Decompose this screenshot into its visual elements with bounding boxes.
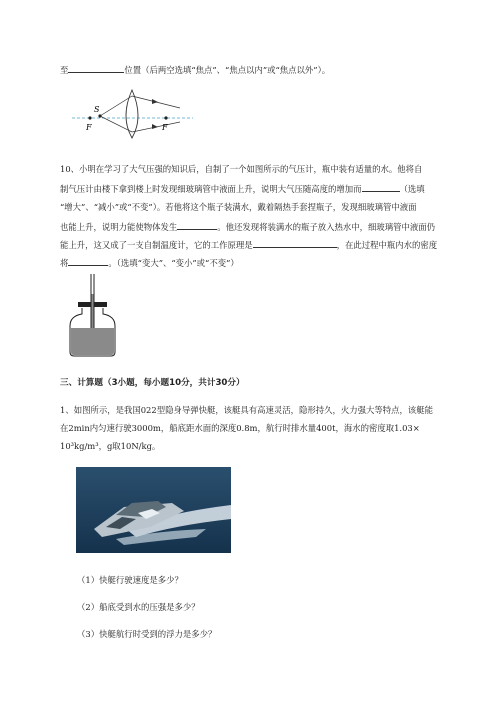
answer-blank[interactable]	[68, 256, 108, 266]
sub-question-1: （1）快艇行驶速度是多少？	[77, 575, 183, 585]
tube-water	[92, 294, 94, 328]
label-s: S	[94, 105, 100, 114]
answer-blank[interactable]	[68, 63, 124, 73]
q10-text: 。（选填“变大”、“变小”或“不变”）	[108, 258, 239, 268]
arrow-icon	[152, 99, 158, 104]
q10-line-4	[60, 220, 435, 233]
source-point-s	[98, 114, 101, 117]
q10-line-5	[60, 238, 437, 251]
q10-text: 。他还发现将装满水的瓶子放入热水中，细玻璃管中液面仍	[217, 222, 435, 232]
calc1-line-1: 1、如图所示，是我国022型隐身导弹快艇，该艇具有高速灵活，隐形持久，火力强大等特点，该艇能	[60, 405, 434, 415]
label-f-left: F	[86, 123, 92, 132]
q10-line-2	[60, 182, 425, 195]
bottle-water	[71, 328, 114, 355]
speedboat-photo	[76, 467, 231, 553]
q10-text: 制气压计由楼下拿到楼上时发现细玻璃管中液面上升，说明大气压随高度的增加而	[60, 184, 362, 194]
barometer-bottle-figure	[62, 272, 122, 358]
answer-blank[interactable]	[253, 238, 337, 248]
q10-line-3: “增大”、“减小”或“不变”）。若他将这个瓶子装满水，戴着隔热手套捏瓶子，发现细玻璃管中液面	[60, 202, 417, 212]
answer-blank[interactable]	[362, 182, 400, 192]
q9-suffix: 位置（后两空选填“焦点”、“焦点以内”或“焦点以外”）。	[124, 65, 331, 75]
calc1-line-2: 在2min内匀速行驶3000m，船底距水面的深度0.8m，航行时排水量400t，海水的密度取1.03×	[60, 423, 420, 433]
q10-line-1: 10、小明在学习了大气压强的知识后，自制了一个如图所示的气压计，瓶中装有适量的水。他将自	[60, 164, 423, 174]
q10-text: （选填	[399, 184, 425, 194]
answer-blank[interactable]	[177, 220, 217, 230]
sub-question-2: （2）船底受到水的压强是多少？	[77, 602, 200, 612]
q9-prefix: 至	[60, 65, 69, 75]
q10-text: ，在此过程中瓶内水的密度	[336, 240, 438, 250]
q10-text: 能上升，这又成了一支自制温度计，它的工作原理是	[60, 240, 253, 250]
q10-line-6	[60, 256, 239, 269]
lens-diagram	[70, 86, 195, 140]
section-heading: 三、计算题（3小题，每小题10分，共计30分）	[60, 378, 245, 388]
focus-point-left	[88, 116, 91, 119]
label-f-right: F	[162, 123, 168, 132]
calc1-line-3: 10³kg/m³，g取10N/kg。	[60, 441, 161, 451]
q10-text: 也能上升，说明力能使物体发生	[60, 222, 178, 232]
q9-tail-line	[60, 63, 330, 76]
focus-point-right	[164, 116, 167, 119]
sub-question-3: （3）快艇航行时受到的浮力是多少？	[77, 629, 217, 639]
q10-text: 将	[60, 258, 69, 268]
